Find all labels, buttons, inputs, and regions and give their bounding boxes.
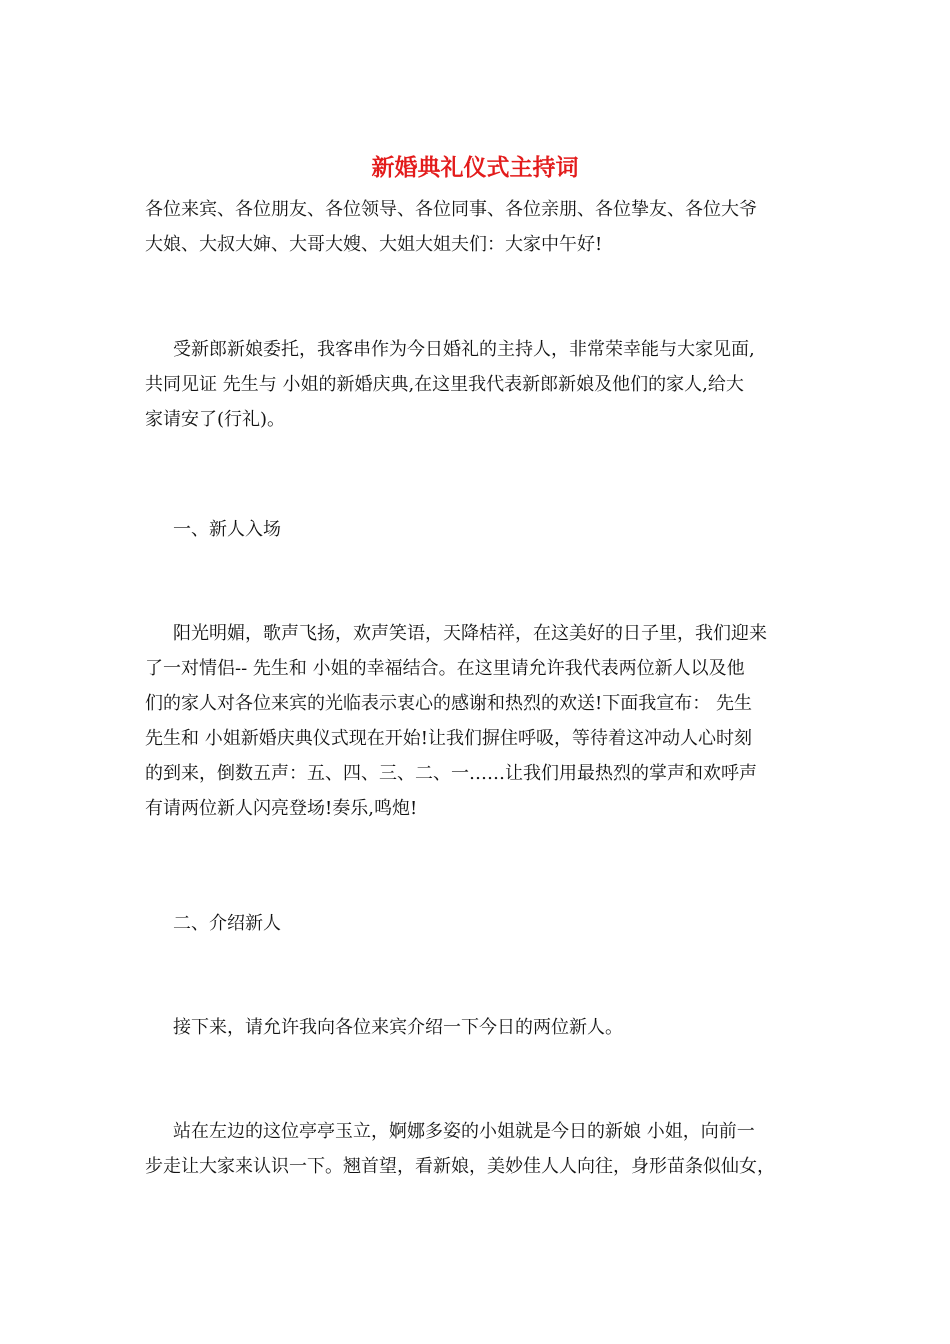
text-line: 的到来，倒数五声：五、四、三、二、一……让我们用最热烈的掌声和欢呼声 <box>145 763 757 784</box>
text-line: 共同见证 先生与 小姐的新婚庆典,在这里我代表新郎新娘及他们的家人,给大 <box>145 374 744 395</box>
section2-paragraph-2 <box>145 1114 810 1184</box>
section1-paragraph <box>145 616 810 826</box>
text-line: 步走让大家来认识一下。翘首望，看新娘，美妙佳人人向往，身形苗条似仙女， <box>145 1156 775 1177</box>
section-heading-1 <box>145 512 810 547</box>
text-line: 站在左边的这位亭亭玉立，婀娜多姿的小姐就是今日的新娘 小姐，向前一 <box>173 1121 755 1142</box>
section2-paragraph <box>145 1010 810 1045</box>
text-line: 们的家人对各位来宾的光临表示衷心的感谢和热烈的欢送!下面我宣布： 先生 <box>145 693 752 714</box>
text-line: 受新郎新娘委托，我客串作为今日婚礼的主持人，非常荣幸能与大家见面, <box>173 339 755 360</box>
section-heading-text: 一、新人入场 <box>173 519 281 540</box>
intro-paragraph <box>145 332 810 437</box>
greeting-paragraph <box>145 192 810 262</box>
text-line: 有请两位新人闪亮登场!奏乐,鸣炮! <box>145 798 418 819</box>
document-title: 新婚典礼仪式主持词 <box>371 154 579 181</box>
section-heading-text: 二、介绍新人 <box>173 913 281 934</box>
text-line: 先生和 小姐新婚庆典仪式现在开始!让我们摒住呼吸，等待着这冲动人心时刻 <box>145 728 752 749</box>
section-heading-2 <box>145 906 810 941</box>
text-line: 接下来，请允许我向各位来宾介绍一下今日的两位新人。 <box>173 1017 623 1038</box>
text-line: 家请安了(行礼)。 <box>145 409 286 430</box>
text-line: 了一对情侣-- 先生和 小姐的幸福结合。在这里请允许我代表两位新人以及他 <box>145 658 745 679</box>
text-line: 各位来宾、各位朋友、各位领导、各位同事、各位亲朋、各位挚友、各位大爷 <box>145 199 757 220</box>
text-line: 大娘、大叔大婶、大哥大嫂、大姐大姐夫们：大家中午好! <box>145 234 603 255</box>
text-line: 阳光明媚，歌声飞扬，欢声笑语，天降桔祥，在这美好的日子里，我们迎来 <box>173 623 767 644</box>
